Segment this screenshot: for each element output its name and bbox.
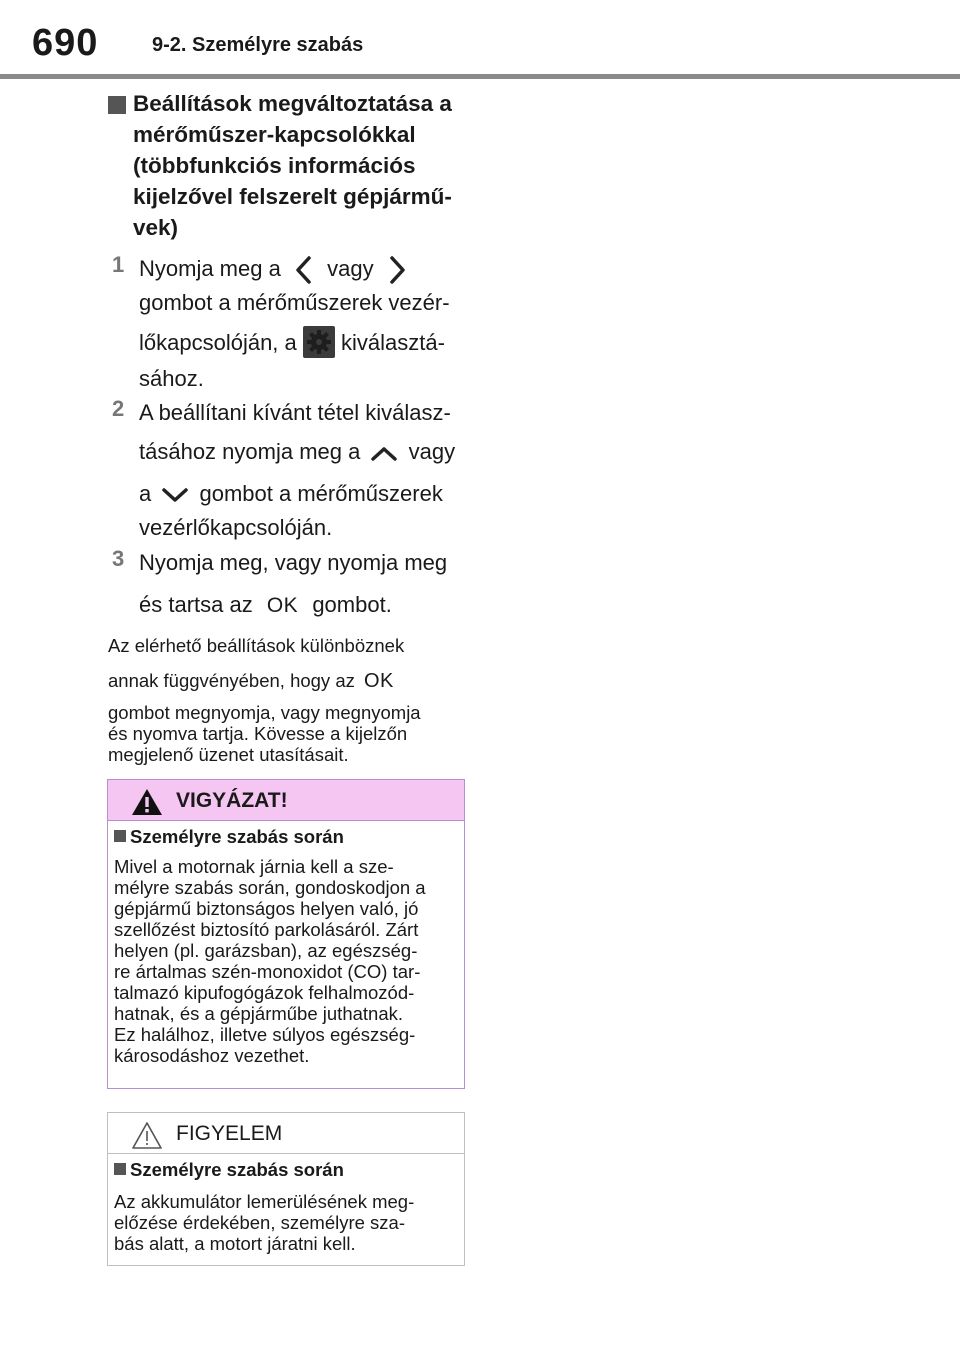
warning-line: talmazó kipufogógázok felhalmozód-: [114, 982, 415, 1003]
notice-line: Az akkumulátor lemerülésének meg-: [114, 1191, 415, 1212]
warning-title: VIGYÁZAT!: [176, 789, 288, 812]
ok-button-symbol: OK: [364, 670, 394, 692]
page-number: 690: [32, 22, 99, 64]
chevron-up-icon: [366, 440, 402, 466]
warning-line: Ez halálhoz, illetve súlyos egészség-: [114, 1024, 416, 1045]
chevron-right-icon: [380, 255, 414, 285]
note-paragraph: [108, 635, 458, 765]
notice-box: [107, 1112, 465, 1266]
warning-header: [108, 780, 464, 821]
step-text-line: vezérlőkapcsolóján.: [139, 515, 333, 540]
heading-line: Beállítások megváltoztatása a: [133, 91, 452, 116]
warning-line: re ártalmas szén-monoxidot (CO) tar-: [114, 961, 421, 982]
step-text-part: a: [139, 481, 152, 506]
step-text-part: gombot a mérőműszerek: [199, 481, 443, 506]
step-text-part: Nyomja meg a: [139, 256, 281, 281]
notice-title: FIGYELEM: [176, 1122, 283, 1145]
step-text-part: tásához nyomja meg a: [139, 439, 361, 464]
chevron-down-icon: [157, 482, 193, 508]
warning-triangle-icon: [130, 787, 164, 817]
notice-line: előzése érdekében, személyre sza-: [114, 1212, 406, 1233]
section-heading: [133, 88, 463, 243]
warning-body: [114, 856, 459, 1066]
section-title: 9-2. Személyre szabás: [152, 34, 364, 56]
step-number: 1: [112, 252, 125, 277]
heading-line: kijelzővel felszerelt gépjármű-: [133, 184, 452, 209]
page-header: [0, 0, 960, 80]
heading-line: (többfunkciós információs: [133, 153, 416, 178]
step-text-part: lőkapcsolóján, a: [139, 330, 297, 355]
warning-line: gépjármű biztonságos helyen való, jó: [114, 898, 419, 919]
step-text-line: gombot a mérőműszerek vezér-: [139, 290, 450, 315]
step-text-part: kiválasztá-: [341, 330, 445, 355]
note-line: megjelenő üzenet utasításait.: [108, 744, 349, 765]
notice-line: bás alatt, a motort járatni kell.: [114, 1233, 356, 1254]
step-text-part: vagy: [327, 256, 374, 281]
warning-line: helyen (pl. garázsban), az egészség-: [114, 940, 418, 961]
warning-line: károsodáshoz vezethet.: [114, 1045, 310, 1066]
heading-line: vek): [133, 215, 179, 240]
step-text: [139, 396, 469, 545]
chevron-left-icon: [287, 255, 321, 285]
gear-icon: [303, 326, 335, 358]
step-text-line: Nyomja meg, vagy nyomja meg: [139, 550, 448, 575]
step-text-part: és tartsa az: [139, 592, 253, 617]
subheading-bullet: [114, 1163, 126, 1175]
step-text: [139, 546, 469, 622]
step-text-part: gombot.: [312, 592, 392, 617]
step-text-line: A beállítani kívánt tétel kiválasz-: [139, 400, 451, 425]
step-text-line: sához.: [139, 366, 204, 391]
heading-bullet: [108, 96, 126, 114]
step-text: [139, 252, 469, 396]
heading-line: mérőműszer-kapcsolókkal: [133, 122, 416, 147]
note-line: és nyomva tartja. Kövesse a kijelzőn: [108, 723, 408, 744]
notice-header: [108, 1113, 464, 1154]
header-divider: [0, 74, 960, 79]
step-text-part: vagy: [408, 439, 456, 464]
note-line: gombot megnyomja, vagy megnyomja: [108, 702, 421, 723]
caution-triangle-icon: [130, 1120, 164, 1150]
warning-line: Mivel a motornak járnia kell a sze-: [114, 856, 394, 877]
ok-button-symbol: OK: [266, 594, 299, 617]
notice-body: [114, 1191, 459, 1254]
warning-line: mélyre szabás során, gondoskodjon a: [114, 877, 426, 898]
notice-subheading: Személyre szabás során: [114, 1159, 344, 1181]
warning-line: szellőzést biztosító parkolásáról. Zárt: [114, 919, 419, 940]
subheading-bullet: [114, 830, 126, 842]
step-number: 2: [112, 396, 125, 421]
note-line: Az elérhető beállítások különböznek: [108, 635, 405, 656]
warning-line: hatnak, és a gépjárműbe juthatnak.: [114, 1003, 403, 1024]
step-number: 3: [112, 546, 125, 571]
warning-subheading: Személyre szabás során: [114, 826, 344, 848]
note-text-part: annak függvényében, hogy az: [108, 670, 355, 691]
warning-box: [107, 779, 465, 1089]
